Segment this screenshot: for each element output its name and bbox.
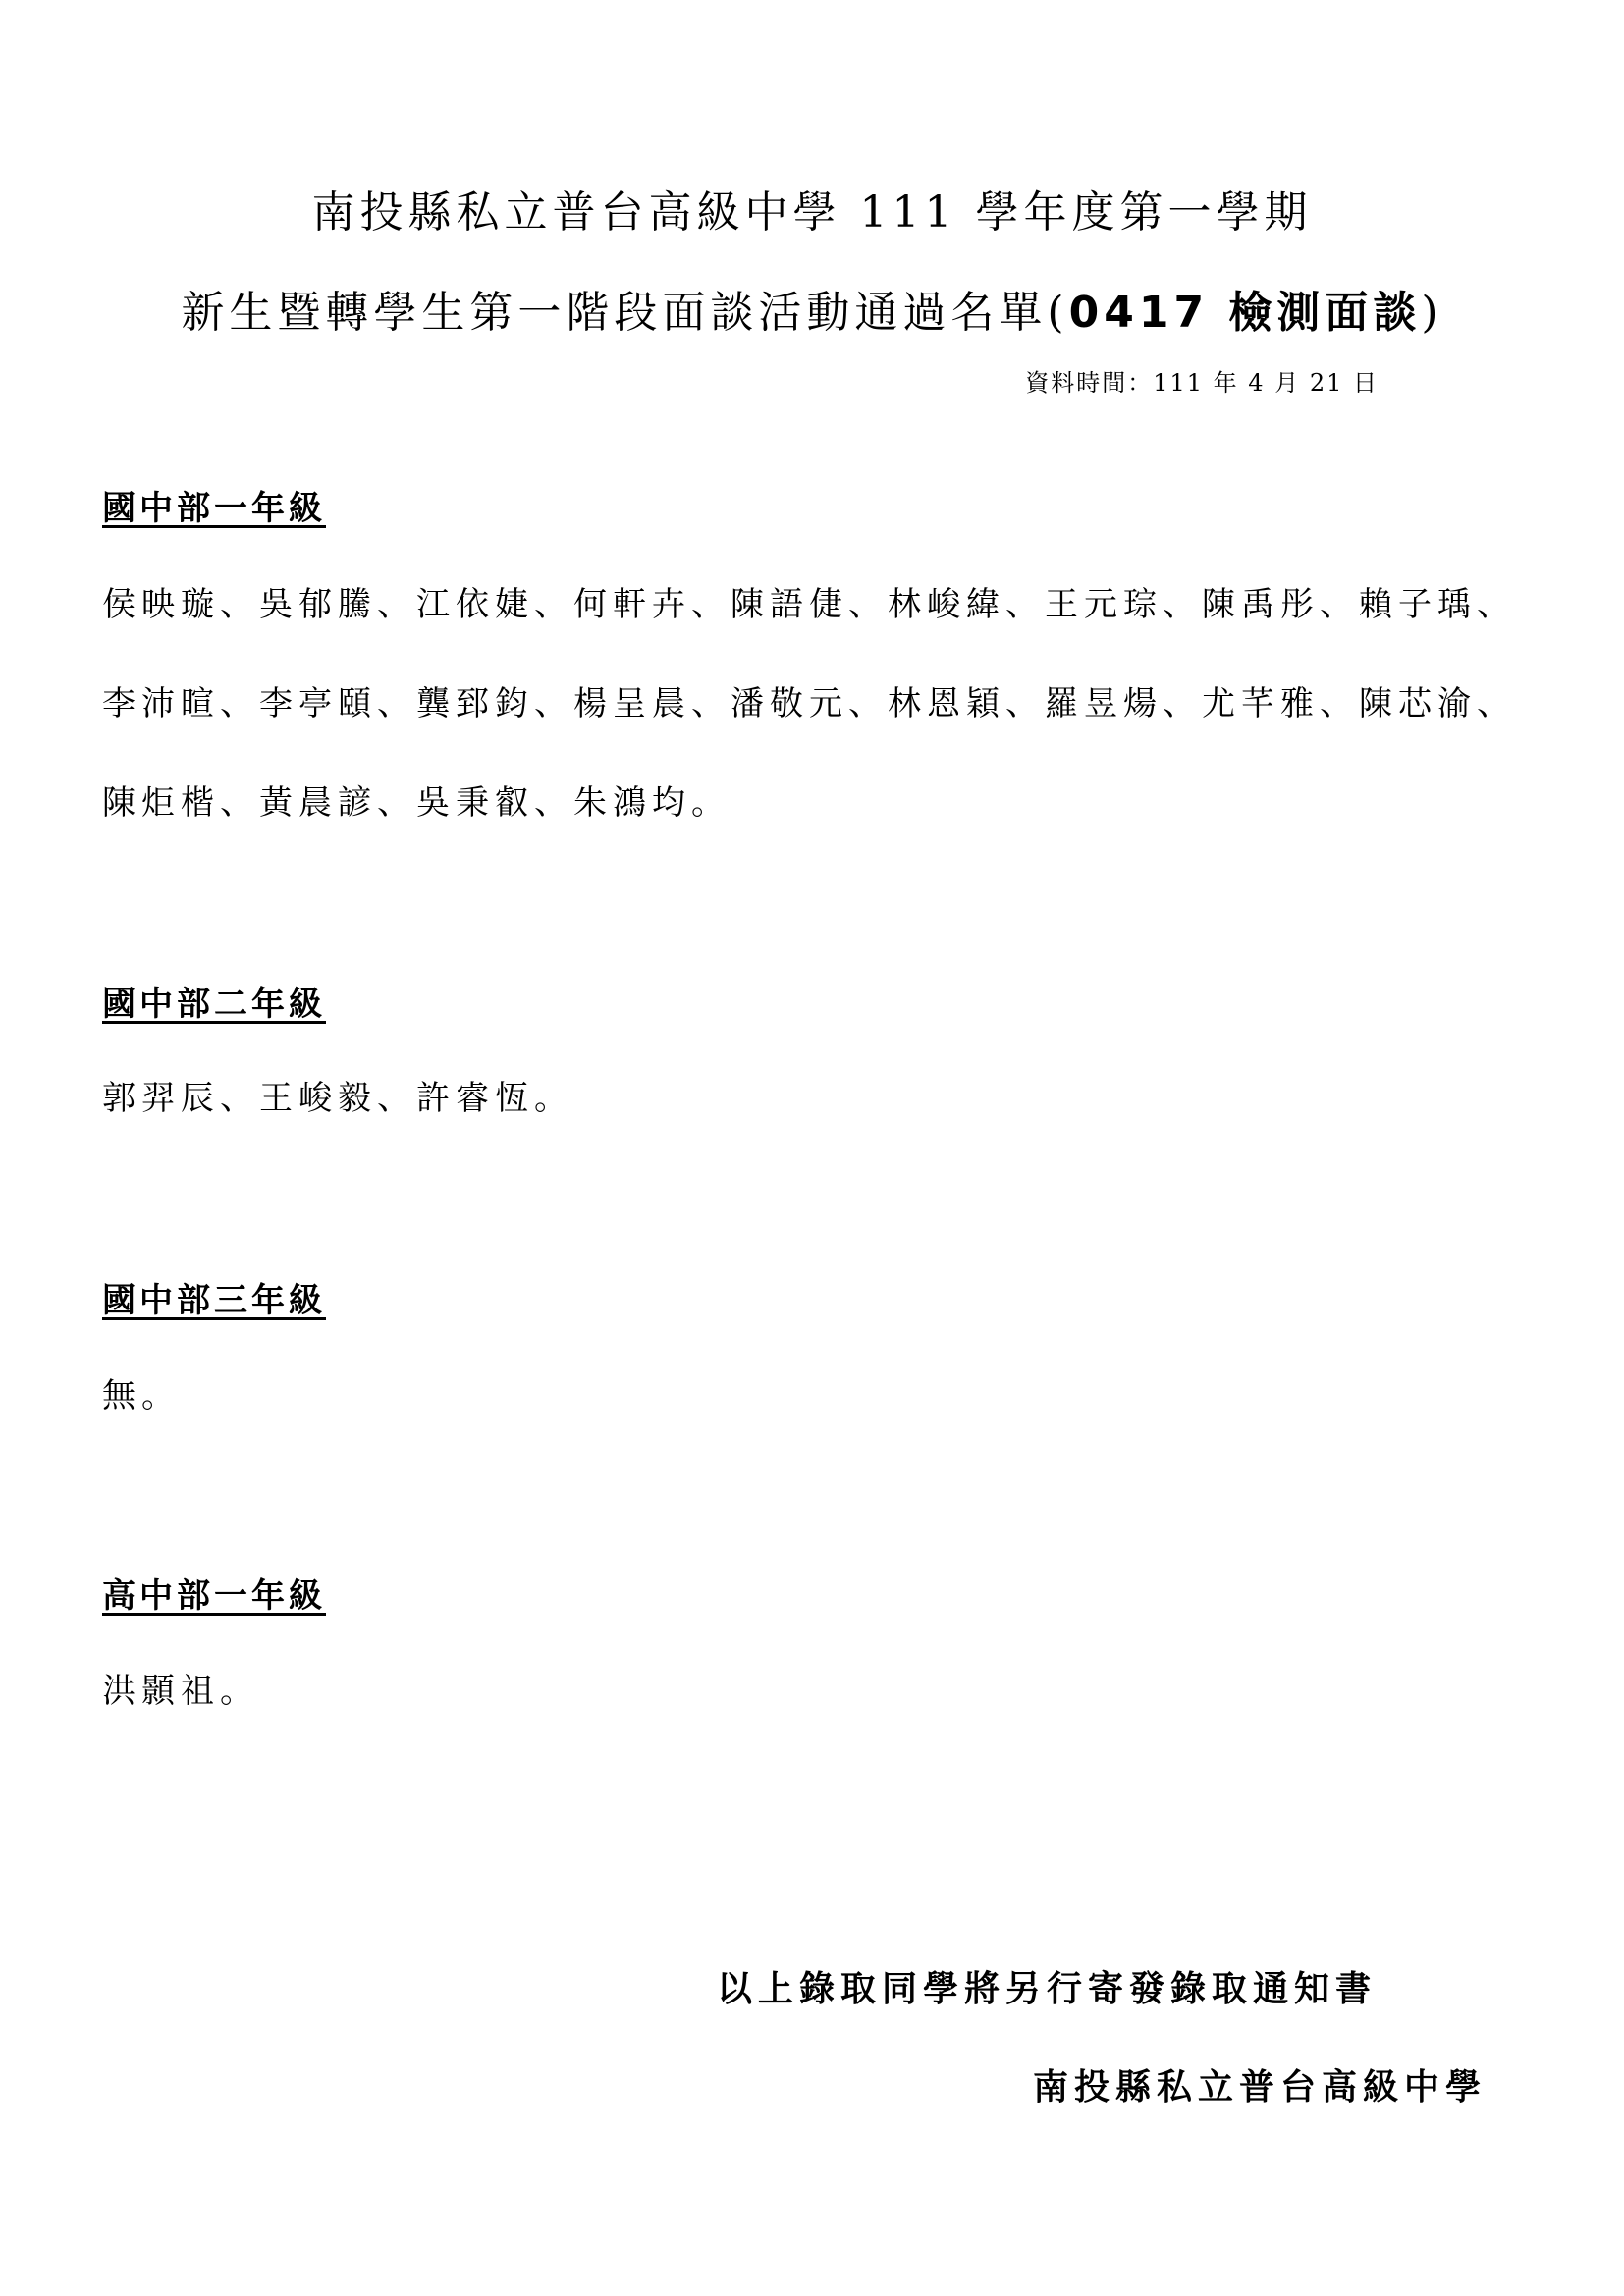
title-line2-bold: 0417 檢測面談 xyxy=(1068,288,1422,338)
document-title-line2 xyxy=(0,277,1624,340)
section-heading-junior-grade2: 國中部二年級 xyxy=(102,985,326,1024)
section-names-junior-grade1: 侯映璇、吳郁騰、江依婕、何軒卉、陳語倢、林峻緯、王元琮、陳禹彤、賴子瑀、李沛暄、李亭頤、龔郅鈞、楊呈晨、潘敬元、林恩穎、羅昱煬、尤芊雅、陳芯渝、陳炬楷、黃晨諺、吳秉叡、朱鴻均。 xyxy=(102,585,1516,823)
section-names-junior-grade2: 郭羿辰、王峻毅、許睿恆。 xyxy=(102,1079,573,1118)
data-time-stamp: 資料時間：111 年 4 月 21 日 xyxy=(1025,369,1379,397)
section-names-senior-grade1: 洪顥祖。 xyxy=(102,1672,259,1711)
school-signature: 南投縣私立普台高級中學 xyxy=(1033,2067,1488,2108)
section-names-junior-grade3: 無。 xyxy=(102,1376,181,1415)
section-heading-junior-grade1: 國中部一年級 xyxy=(102,489,326,528)
section-heading-senior-grade1: 高中部一年級 xyxy=(102,1576,326,1616)
section-heading-junior-grade3: 國中部三年級 xyxy=(102,1281,326,1320)
title-line2-prefix: 新生暨轉學生第一階段面談活動通過名單( xyxy=(181,288,1069,338)
document-title-line1: 南投縣私立普台高級中學 111 學年度第一學期 xyxy=(311,187,1313,238)
title-line2-suffix: ) xyxy=(1421,288,1443,338)
admission-notice: 以上錄取同學將另行寄發錄取通知書 xyxy=(717,1969,1378,2009)
